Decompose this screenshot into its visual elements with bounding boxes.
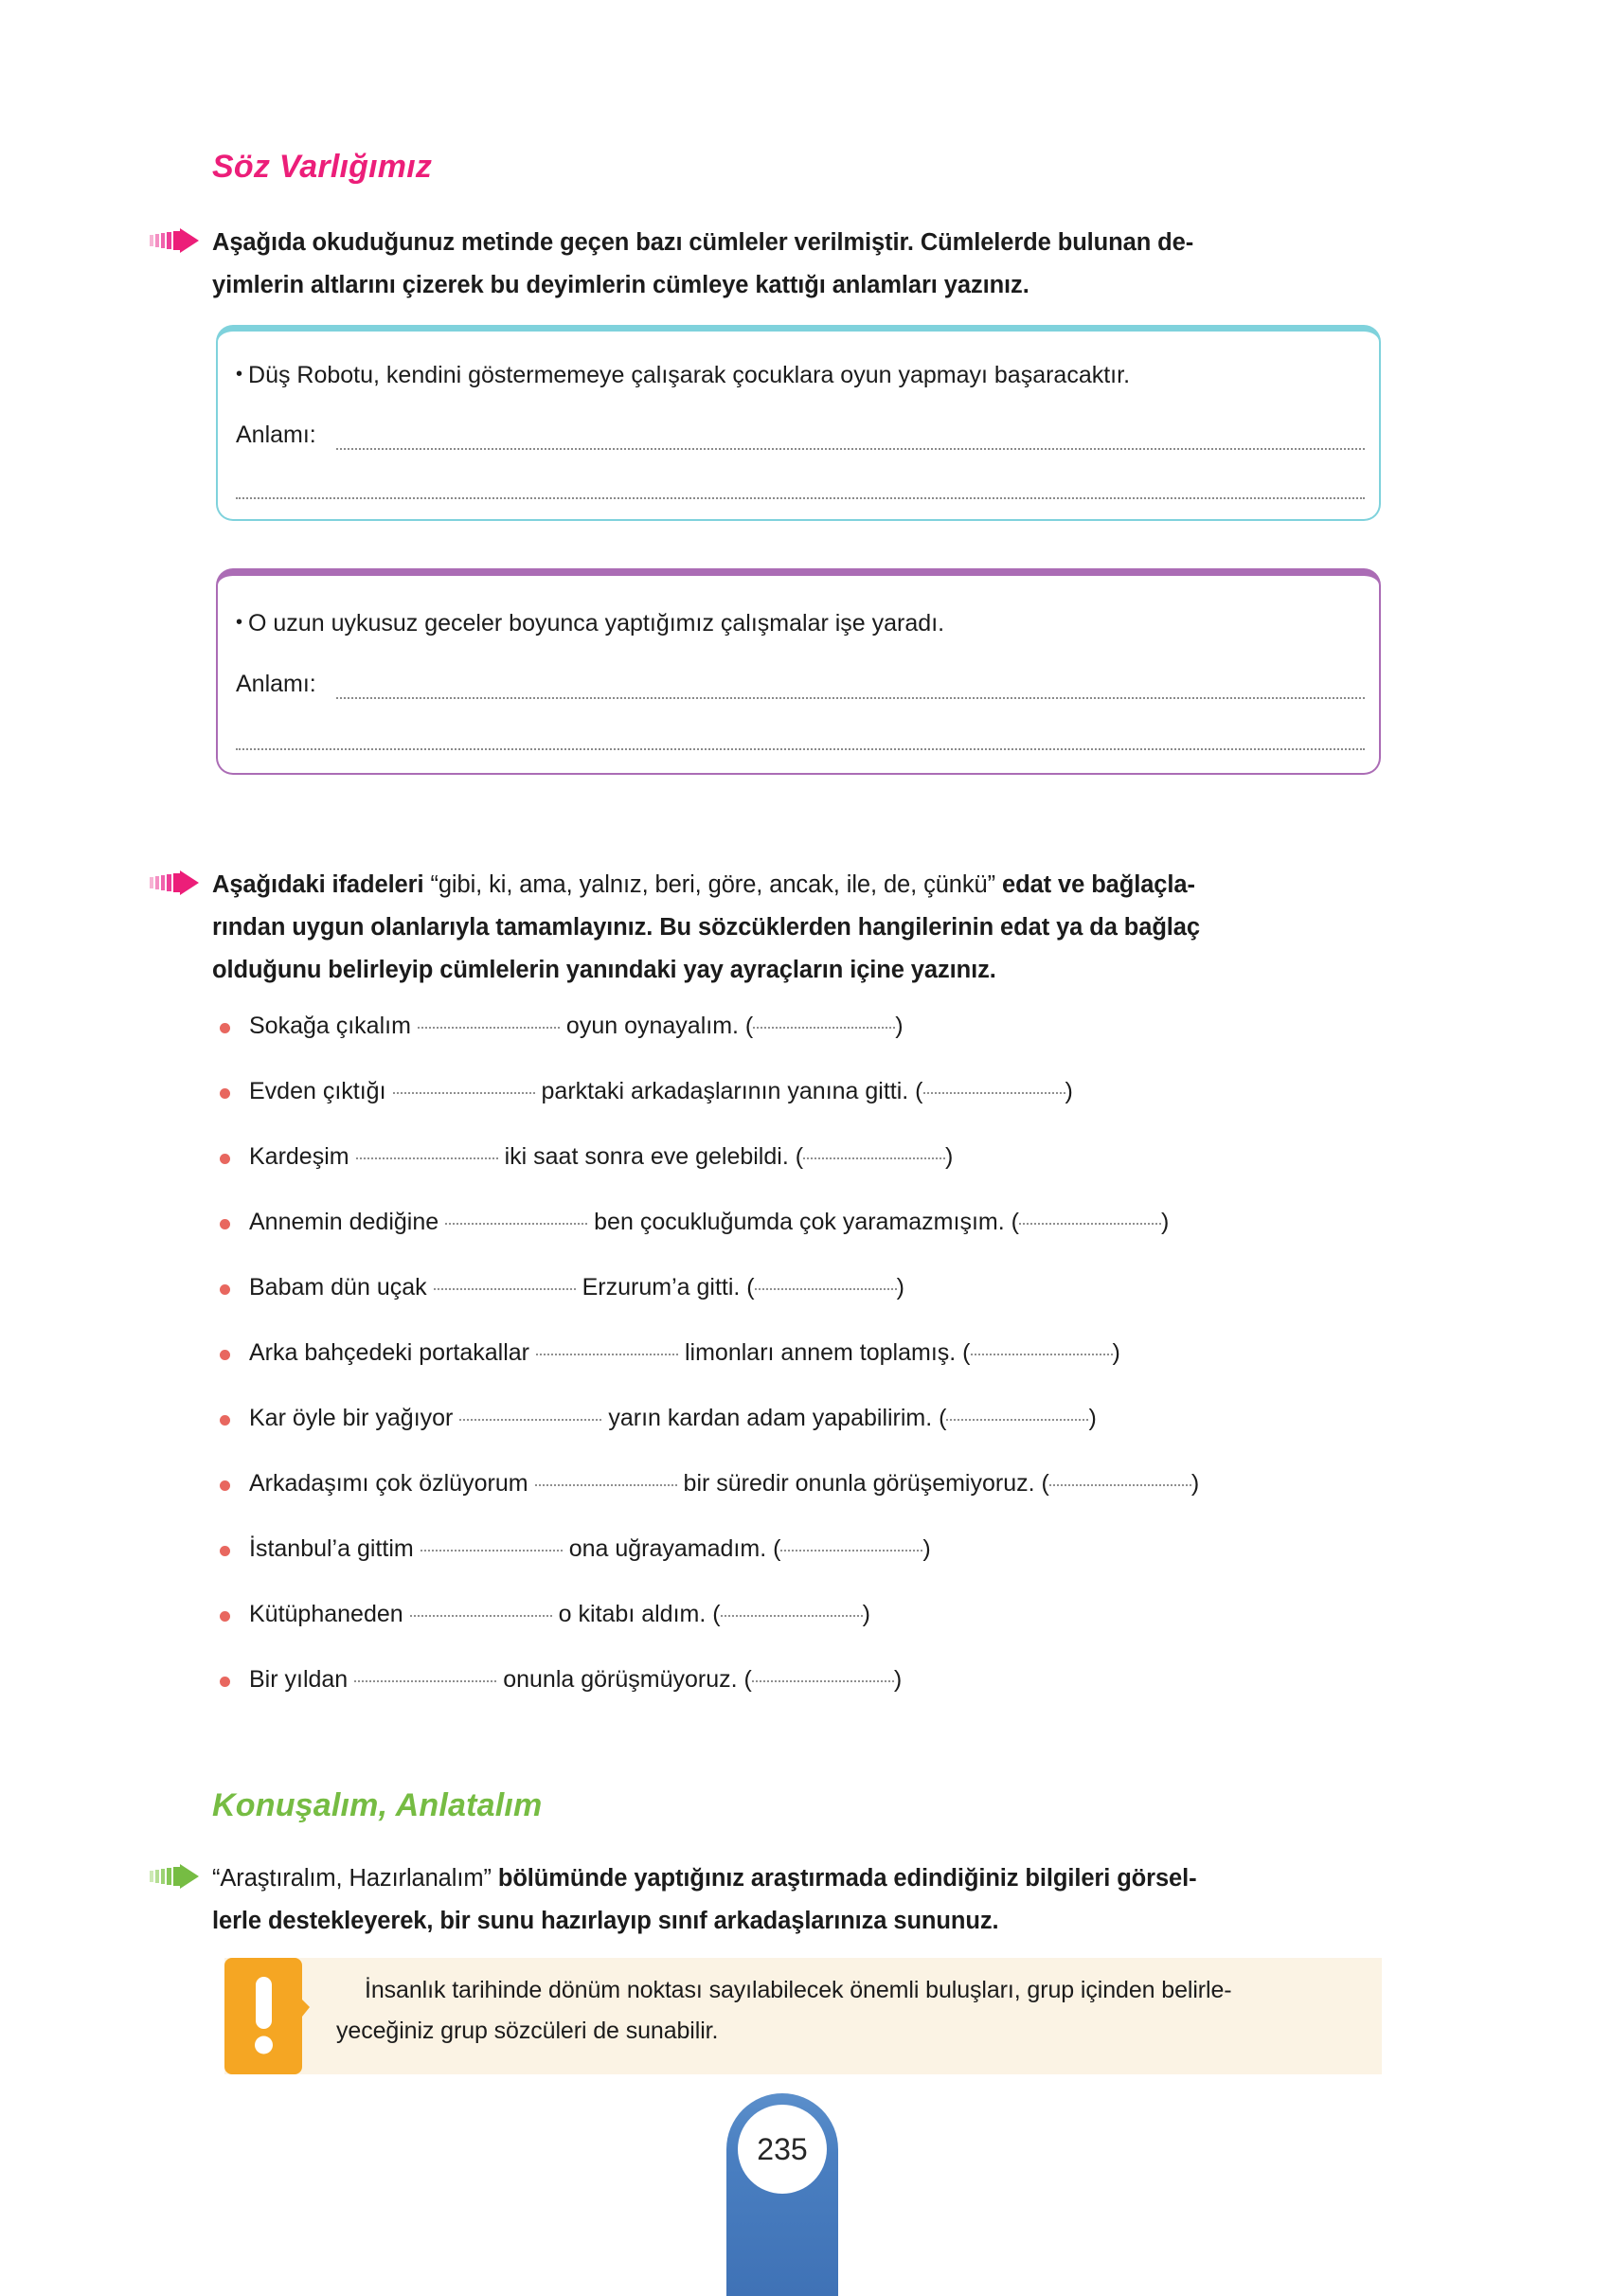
exercise-blank[interactable] — [434, 1288, 576, 1290]
exercise-item — [249, 1469, 1199, 1498]
exercise-paren-close: ) — [1112, 1339, 1120, 1366]
exclamation-bubble-icon — [224, 1958, 310, 2074]
exercise-text-before: Arkadaşımı çok özlüyorum — [249, 1470, 528, 1497]
exercise-blank[interactable] — [418, 1027, 560, 1029]
green-arrow-bullet-icon — [150, 1864, 199, 1889]
exercise-text-before: Sokağa çıkalım — [249, 1013, 411, 1039]
answer-box-teal[interactable] — [216, 325, 1381, 521]
instruction-quoted-words: “gibi, ki, ama, yalnız, beri, göre, ancak, ile, de, çünkü” — [430, 871, 996, 898]
exercise-text-before: Babam dün uçak — [249, 1274, 427, 1300]
bullet-dot: • — [236, 364, 243, 385]
exercise-paren-blank[interactable] — [946, 1419, 1088, 1421]
exercise-bullet — [220, 1284, 230, 1295]
exercise-bullet — [220, 1415, 230, 1426]
instruction-part2: edat ve bağlaçla- — [1002, 871, 1195, 898]
answer-line-purple-2[interactable] — [236, 748, 1365, 750]
exercise-paren-close: ) — [896, 1274, 904, 1300]
exercise-text-before: Kütüphaneden — [249, 1601, 403, 1627]
exercise-text-before: İstanbul’a gittim — [249, 1535, 414, 1562]
page-number: 235 — [738, 2105, 827, 2194]
exercise-item — [249, 1012, 904, 1040]
exercise-bullet — [220, 1154, 230, 1164]
exercise-item — [249, 1534, 931, 1563]
note-text-line1: İnsanlık tarihinde dönüm noktası sayılabilecek önemli buluşları, grup içinden belirle- — [365, 1977, 1232, 2003]
exercise-bullet — [220, 1546, 230, 1556]
instruction-vocabulary-line1: Aşağıda okuduğunuz metinde geçen bazı cümleler verilmiştir. Cümlelerde bulunan de- — [212, 229, 1194, 256]
exercise-paren-blank[interactable] — [971, 1354, 1113, 1355]
exercise-text-after: oyun oynayalım. ( — [565, 1013, 754, 1039]
instruction-speaking-line1 — [212, 1857, 1415, 1900]
exercise-blank[interactable] — [459, 1419, 601, 1421]
exercise-bullet — [220, 1219, 230, 1229]
exercise-text-after: onunla görüşmüyoruz. ( — [503, 1666, 752, 1693]
exercise-item — [249, 1077, 1073, 1105]
answer-box-teal-label: Anlamı: — [236, 422, 316, 448]
exercise-blank[interactable] — [445, 1223, 587, 1225]
instruction-part1: Aşağıdaki ifadeleri — [212, 871, 424, 898]
exercise-text-before: Evden çıktığı — [249, 1078, 386, 1104]
exercise-text-after: ona uğrayamadım. ( — [568, 1535, 781, 1562]
exercise-paren-close: ) — [1190, 1470, 1200, 1497]
exercise-paren-blank[interactable] — [1049, 1484, 1191, 1486]
exercise-paren-blank[interactable] — [1019, 1223, 1161, 1225]
answer-line-teal-1[interactable] — [336, 448, 1365, 450]
pink-arrow-bullet-icon — [150, 228, 199, 253]
exercise-text-after: ben çocukluğumda çok yaramazmışım. ( — [594, 1209, 1019, 1235]
exercise-paren-blank[interactable] — [752, 1680, 894, 1682]
exercise-bullet — [220, 1088, 230, 1099]
section-heading-vocabulary: Söz Varlığımız — [212, 149, 433, 185]
instruction-conjunctions-line2: rından uygun olanlarıyla tamamlayınız. Bu sözcüklerden hangilerinin edat ya da bağlaç — [212, 914, 1200, 941]
exercise-paren-close: ) — [1160, 1209, 1170, 1235]
exercise-paren-close: ) — [895, 1013, 904, 1039]
answer-line-purple-1[interactable] — [336, 697, 1365, 699]
instruction-speaking-bold1: bölümünde yaptığınız araştırmada edindiğiniz bilgileri görsel- — [497, 1865, 1197, 1892]
exercise-blank[interactable] — [421, 1550, 563, 1552]
exercise-blank[interactable] — [536, 1354, 678, 1355]
exercise-bullet — [220, 1023, 230, 1033]
instruction-speaking-line2: lerle destekleyerek, bir sunu hazırlayıp sınıf arkadaşlarınıza sununuz. — [212, 1908, 999, 1934]
exercise-blank[interactable] — [535, 1484, 677, 1486]
exercise-item — [249, 1273, 904, 1301]
section-heading-speaking: Konuşalım, Anlatalım — [212, 1787, 543, 1823]
exercise-paren-blank[interactable] — [803, 1157, 945, 1159]
answer-box-teal-sentence: • Düş Robotu, kendini göstermemeye çalışarak çocuklara oyun yapmayı başaracaktır. — [236, 362, 1131, 388]
exercise-text-before: Kardeşim — [249, 1143, 349, 1170]
exercise-paren-blank[interactable] — [721, 1615, 863, 1617]
exercise-item — [249, 1600, 870, 1628]
exercise-item — [249, 1338, 1120, 1367]
exercise-text-after: parktaki arkadaşlarının yanına gitti. ( — [541, 1078, 923, 1104]
exercise-text-before: Bir yıldan — [249, 1666, 349, 1693]
exercise-item — [249, 1665, 902, 1694]
instruction-conjunctions-line1 — [212, 864, 1405, 906]
exercise-bullet — [220, 1677, 230, 1687]
note-text-line2: yeceğiniz grup sözcüleri de sunabilir. — [336, 2018, 719, 2044]
exercise-blank[interactable] — [354, 1680, 496, 1682]
exercise-bullet — [220, 1350, 230, 1360]
exercise-text-after: Erzurum’a gitti. ( — [582, 1274, 755, 1300]
answer-box-purple[interactable] — [216, 568, 1381, 775]
exercise-blank[interactable] — [356, 1157, 498, 1159]
exercise-paren-close: ) — [945, 1143, 954, 1170]
exercise-item — [249, 1208, 1169, 1236]
exercise-blank[interactable] — [393, 1092, 535, 1094]
exercise-text-after: bir süredir onunla görüşemiyoruz. ( — [683, 1470, 1049, 1497]
instruction-conjunctions-line3: olduğunu belirleyip cümlelerin yanındaki yay ayraçların içine yazınız. — [212, 957, 996, 983]
exercise-item — [249, 1404, 1097, 1432]
instruction-vocabulary-line2: yimlerin altlarını çizerek bu deyimlerin cümleye kattığı anlamları yazınız. — [212, 272, 1029, 298]
exercise-paren-blank[interactable] — [923, 1092, 1065, 1094]
exercise-paren-close: ) — [862, 1601, 870, 1627]
exercise-text-after: o kitabı aldım. ( — [558, 1601, 721, 1627]
exercise-paren-blank[interactable] — [753, 1027, 895, 1029]
exercise-text-before: Kar öyle bir yağıyor — [249, 1405, 454, 1431]
instruction-speaking-quoted: “Araştıralım, Hazırlanalım” — [212, 1865, 492, 1892]
answer-box-purple-sentence: • O uzun uykusuz geceler boyunca yaptığımız çalışmalar işe yaradı. — [236, 610, 945, 637]
exercise-text-after: iki saat sonra eve gelebildi. ( — [504, 1143, 804, 1170]
exercise-paren-blank[interactable] — [780, 1550, 922, 1552]
exercise-paren-close: ) — [922, 1535, 931, 1562]
exercise-paren-close: ) — [1088, 1405, 1097, 1431]
answer-line-teal-2[interactable] — [236, 497, 1365, 499]
exercise-text-after: yarın kardan adam yapabilirim. ( — [608, 1405, 947, 1431]
exercise-paren-blank[interactable] — [755, 1288, 897, 1290]
bullet-dot: • — [236, 612, 243, 633]
pink-arrow-bullet-icon-2 — [150, 870, 199, 895]
exercise-text-before: Arka bahçedeki portakallar — [249, 1339, 529, 1366]
exercise-bullet — [220, 1480, 230, 1491]
exercise-bullet — [220, 1611, 230, 1622]
answer-box-purple-label: Anlamı: — [236, 671, 316, 697]
exercise-item — [249, 1142, 953, 1171]
exercise-paren-close: ) — [1065, 1078, 1073, 1104]
exercise-text-before: Annemin dediğine — [249, 1209, 439, 1235]
exercise-paren-close: ) — [893, 1666, 903, 1693]
exercise-blank[interactable] — [410, 1615, 552, 1617]
exercise-text-after: limonları annem toplamış. ( — [685, 1339, 971, 1366]
